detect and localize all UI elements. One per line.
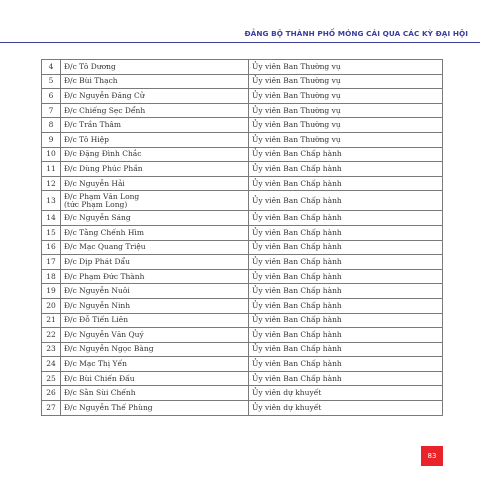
table-row (42, 60, 443, 75)
member-name-line: Đ/c Dùng Phúc Phần (64, 163, 143, 173)
member-name (61, 240, 249, 255)
row-number: 5 (42, 74, 61, 89)
row-number: 13 (42, 191, 61, 211)
row-number: 12 (42, 176, 61, 191)
row-number: 16 (42, 240, 61, 255)
member-name-line: Đ/c Mạc Thị Yến (64, 359, 127, 369)
table-row (42, 191, 443, 211)
table-row (42, 211, 443, 226)
member-name-line: Đ/c Bùi Thạch (64, 76, 118, 86)
member-name-line: Đ/c Dịp Phát Dẩu (64, 256, 130, 266)
table-row (42, 162, 443, 177)
table-row (42, 386, 443, 401)
member-role: Ủy viên Ban Chấp hành (249, 371, 443, 386)
member-name (61, 74, 249, 89)
row-number: 17 (42, 255, 61, 270)
row-number: 8 (42, 118, 61, 133)
member-name-line: Đ/c Nguyễn Thế Phùng (64, 402, 153, 412)
table-row (42, 313, 443, 328)
member-role: Ủy viên Ban Chấp hành (249, 342, 443, 357)
member-name-line: Đ/c Phạm Văn Long (64, 191, 140, 201)
header-divider (0, 42, 480, 43)
member-role: Ủy viên Ban Chấp hành (249, 162, 443, 177)
member-name (61, 60, 249, 75)
member-name (61, 89, 249, 104)
member-role: Ủy viên Ban Chấp hành (249, 191, 443, 211)
member-role: Ủy viên Ban Chấp hành (249, 255, 443, 270)
member-role: Ủy viên Ban Thường vụ (249, 60, 443, 75)
table-row (42, 118, 443, 133)
row-number: 10 (42, 147, 61, 162)
member-role: Ủy viên Ban Chấp hành (249, 298, 443, 313)
row-number: 21 (42, 313, 61, 328)
member-role: Ủy viên Ban Thường vụ (249, 89, 443, 104)
table-row (42, 342, 443, 357)
member-name-line: Đ/c Sằn Sùi Chếnh (64, 388, 136, 398)
member-name (61, 132, 249, 147)
row-number: 27 (42, 401, 61, 416)
member-name (61, 386, 249, 401)
member-role: Ủy viên Ban Chấp hành (249, 284, 443, 299)
row-number: 14 (42, 211, 61, 226)
table-row (42, 225, 443, 240)
table-row (42, 357, 443, 372)
member-name-line: Đ/c Trần Thâm (64, 120, 121, 130)
member-name-line: Đ/c Nguyễn Hải (64, 178, 125, 188)
row-number: 11 (42, 162, 61, 177)
row-number: 26 (42, 386, 61, 401)
row-number: 24 (42, 357, 61, 372)
row-number: 18 (42, 269, 61, 284)
member-name-line: Đ/c Tô Dương (64, 61, 116, 71)
member-name (61, 225, 249, 240)
table-row (42, 371, 443, 386)
member-name-line: Đ/c Nguyễn Ngọc Bàng (64, 344, 154, 354)
roster-table-body (42, 60, 443, 416)
member-name (61, 191, 249, 211)
row-number: 9 (42, 132, 61, 147)
committee-roster-table (41, 59, 443, 416)
member-name (61, 269, 249, 284)
member-name-line: Đ/c Đỗ Tiến Liên (64, 315, 129, 325)
member-name-line: Đ/c Mạc Quang Triệu (64, 242, 146, 252)
member-role: Ủy viên Ban Chấp hành (249, 313, 443, 328)
page-number-badge (421, 446, 443, 466)
member-name (61, 342, 249, 357)
row-number: 15 (42, 225, 61, 240)
page-number: 83 (427, 452, 437, 460)
member-name-line: (tức Phạm Long) (64, 199, 128, 209)
member-role: Ủy viên dự khuyết (249, 386, 443, 401)
member-name-line: Đ/c Nguyễn Ninh (64, 300, 131, 310)
table-row (42, 176, 443, 191)
member-name-line: Đ/c Đặng Đình Chắc (64, 149, 142, 159)
row-number: 20 (42, 298, 61, 313)
member-role: Ủy viên dự khuyết (249, 401, 443, 416)
member-name (61, 328, 249, 343)
row-number: 25 (42, 371, 61, 386)
table-row (42, 269, 443, 284)
member-name (61, 284, 249, 299)
member-name-line: Đ/c Tằng Chếnh Hìm (64, 227, 144, 237)
row-number: 19 (42, 284, 61, 299)
table-row (42, 147, 443, 162)
member-name-line: Đ/c Nguyễn Đăng Cử (64, 90, 145, 100)
table-row (42, 401, 443, 416)
member-name-line: Đ/c Nguyễn Văn Quý (64, 329, 144, 339)
row-number: 23 (42, 342, 61, 357)
member-role: Ủy viên Ban Chấp hành (249, 225, 443, 240)
member-name (61, 103, 249, 118)
table-row (42, 255, 443, 270)
member-name-line: Đ/c Nguyễn Nuôi (64, 286, 130, 296)
table-row (42, 132, 443, 147)
member-name (61, 401, 249, 416)
member-role: Ủy viên Ban Thường vụ (249, 132, 443, 147)
member-name (61, 357, 249, 372)
table-row (42, 284, 443, 299)
member-name-line: Đ/c Nguyễn Sáng (64, 213, 131, 223)
table-row (42, 240, 443, 255)
table-row (42, 298, 443, 313)
member-name (61, 371, 249, 386)
member-role: Ủy viên Ban Thường vụ (249, 74, 443, 89)
member-name (61, 162, 249, 177)
member-name (61, 211, 249, 226)
table-row (42, 328, 443, 343)
table-row (42, 89, 443, 104)
row-number: 22 (42, 328, 61, 343)
row-number: 6 (42, 89, 61, 104)
member-name-line: Đ/c Tô Hiệp (64, 134, 109, 144)
member-name-line: Đ/c Bùi Chiến Đấu (64, 373, 135, 383)
member-role: Ủy viên Ban Thường vụ (249, 118, 443, 133)
member-name-line: Đ/c Phạm Đức Thành (64, 271, 145, 281)
member-name (61, 298, 249, 313)
member-role: Ủy viên Ban Chấp hành (249, 328, 443, 343)
member-role: Ủy viên Ban Chấp hành (249, 269, 443, 284)
member-role: Ủy viên Ban Chấp hành (249, 176, 443, 191)
table-row (42, 103, 443, 118)
member-role: Ủy viên Ban Chấp hành (249, 211, 443, 226)
row-number: 7 (42, 103, 61, 118)
member-name (61, 147, 249, 162)
member-name (61, 255, 249, 270)
member-name (61, 176, 249, 191)
member-role: Ủy viên Ban Chấp hành (249, 240, 443, 255)
member-role: Ủy viên Ban Chấp hành (249, 147, 443, 162)
table-row (42, 74, 443, 89)
member-name-line: Đ/c Chiếng Sẹc Dểnh (64, 105, 146, 115)
page-header-title: ĐẢNG BỘ THÀNH PHỐ MÓNG CÁI QUA CÁC KỲ ĐẠI HỘI (244, 29, 468, 38)
row-number: 4 (42, 60, 61, 75)
member-role: Ủy viên Ban Chấp hành (249, 357, 443, 372)
member-name (61, 313, 249, 328)
member-name (61, 118, 249, 133)
member-role: Ủy viên Ban Thường vụ (249, 103, 443, 118)
